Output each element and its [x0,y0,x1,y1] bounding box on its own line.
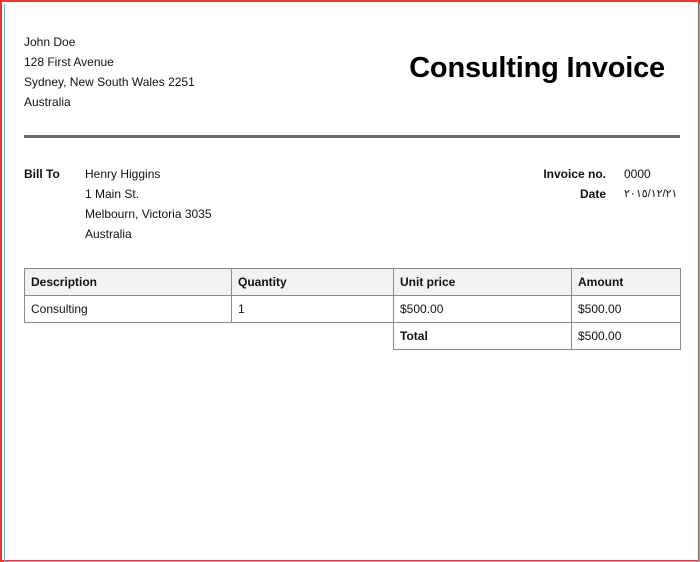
total-label: Total [394,323,572,350]
bill-to-street: 1 Main St. [85,187,140,201]
total-row [25,323,681,350]
cell-amount: $500.00 [572,296,681,323]
invoice-date-value: ٢٠١٥/١٢/٢١ [624,188,678,200]
table-row [25,296,681,323]
sender-name: John Doe [24,35,76,49]
invoice-number-value: 0000 [624,167,651,181]
table-header-row [25,269,681,296]
sender-city: Sydney, New South Wales 2251 [24,75,195,89]
blank-cell [232,323,394,350]
header-amount: Amount [572,269,681,296]
cell-unit-price: $500.00 [394,296,572,323]
bill-to-country: Australia [85,227,132,241]
bill-to-city: Melbourn, Victoria 3035 [85,207,212,221]
cell-description: Consulting [25,296,232,323]
header-divider [24,135,680,138]
header-unit-price: Unit price [394,269,572,296]
total-value: $500.00 [572,323,681,350]
sender-street: 128 First Avenue [24,55,114,69]
header-description: Description [25,269,232,296]
bill-to-label: Bill To [24,167,60,181]
invoice-number-label: Invoice no. [543,167,606,181]
invoice-title: Consulting Invoice [409,52,665,84]
cell-quantity: 1 [232,296,394,323]
invoice-date-label: Date [579,187,606,201]
sender-country: Australia [24,95,71,109]
line-items-table [24,268,681,350]
header-quantity: Quantity [232,269,394,296]
bill-to-name: Henry Higgins [85,167,161,181]
blank-cell [25,323,232,350]
